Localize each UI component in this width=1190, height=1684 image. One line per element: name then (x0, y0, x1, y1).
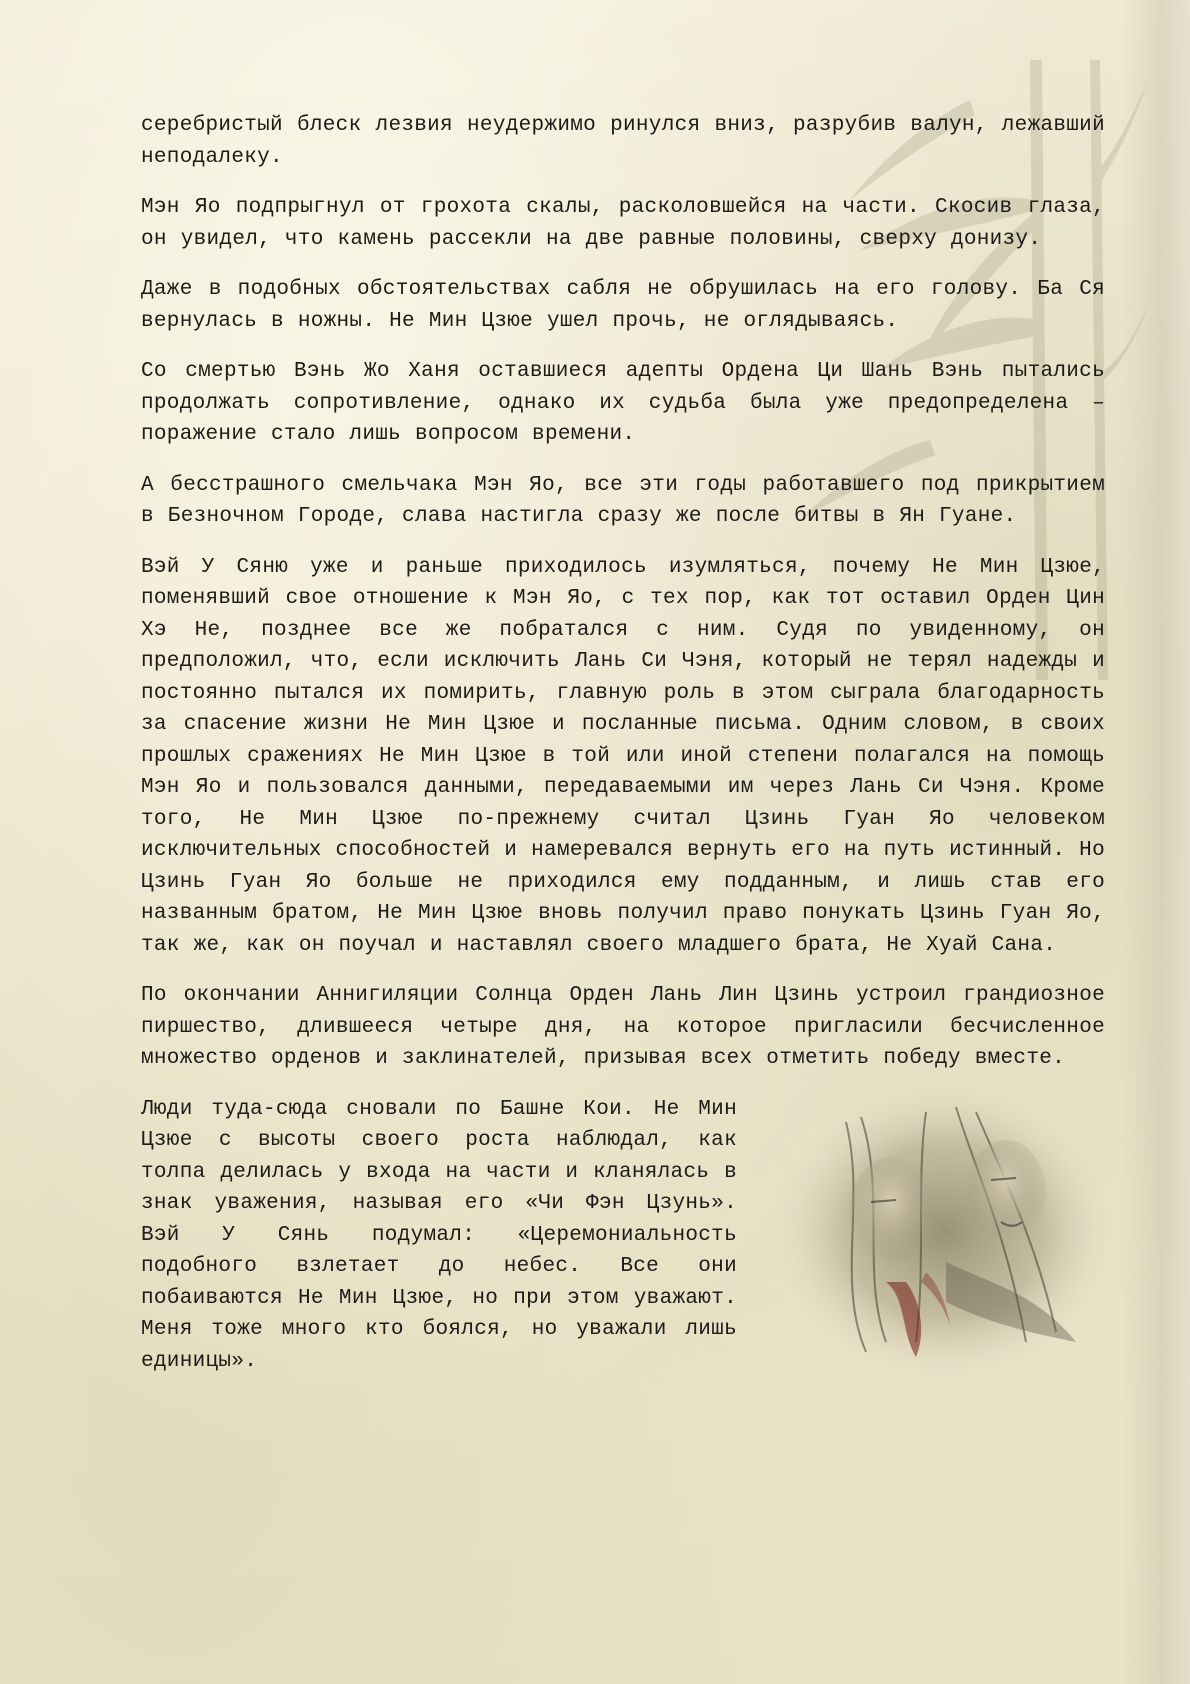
page-edge-shadow (1120, 0, 1190, 1684)
document-body (141, 110, 1105, 1394)
character-illustration (776, 1082, 1111, 1377)
paragraph: Мэн Яо подпрыгнул от грохота скалы, расколовшейся на части. Скосив глаза, он увидел, что камень рассекли на две равные половины, сверху донизу. (141, 196, 1105, 251)
paragraph: По окончании Аннигиляции Солнца Орден Лань Лин Цзинь устроил грандиозное пиршество, длившееся четыре дня, на которое пригласили бесчисленное множество орденов и заклинателей, призывая всех отметить победу вместе. (141, 984, 1105, 1070)
paragraph: Даже в подобных обстоятельствах сабля не обрушилась на его голову. Ба Ся вернулась в ножны. Не Мин Цзюе ушел прочь, не оглядываясь. (141, 278, 1105, 333)
paragraph: серебристый блеск лезвия неудержимо ринулся вниз, разрубив валун, лежавший неподалеку. (141, 114, 1105, 169)
paragraph: А бесстрашного смельчака Мэн Яо, все эти годы работавшего под прикрытием в Безночном Городе, слава настигла сразу же после битвы в Ян Гуане. (141, 473, 1105, 528)
paragraph: Вэй У Сяню уже и раньше приходилось изумляться, почему Не Мин Цзюе, поменявший свое отношение к Мэн Яо, с тех пор, как тот оставил Орден Цин Хэ Не, позднее все же побратался с ним. Судя по увиденному, он предположил, что, если исключить Лань Си Чэня, который не терял надежды и постоянно пытался их помирить, главную роль в этом сыграла благодарность за спасение жизни Не Мин Цзюе и посланные письма. Одним словом, в своих прошлых сражениях Не Мин Цзюе в той или иной степени полагался на помощь Мэн Яо и пользовался данными, передаваемыми им через Лань Си Чэня. Кроме того, Не Мин Цзюе по-прежнему считал Цзинь Гуан Яо человеком исключительных способностей и намеревался вернуть его на путь истинный. Но Цзинь Гуан Яо больше не приходился ему подданным, и лишь став его названным братом, Не Мин Цзюе вновь получил право понукать Цзинь Гуан Яо, так же, как он поучал и наставлял своего младшего брата, Не Хуай Сана. (141, 555, 1105, 957)
paragraph-with-illustration: Люди туда-сюда сновали по Башне Кои. Не Мин Цзюе с высоты своего роста наблюдал, как толпа делилась у входа на части и кланялась в знак уважения, называя его «Чи Фэн Цзунь». Вэй У Сянь подумал: «Церемониальность подобного взлетает до небес. Все они побаиваются Не Мин Цзюе, но при этом уважают. Меня тоже много кто боялся, но уважали лишь единицы». (141, 1097, 737, 1373)
final-section (141, 1094, 1105, 1394)
paragraph: Со смертью Вэнь Жо Ханя оставшиеся адепты Ордена Ци Шань Вэнь пытались продолжать сопротивление, однако их судьба была уже предопределена – поражение стало лишь вопросом времени. (141, 360, 1105, 446)
